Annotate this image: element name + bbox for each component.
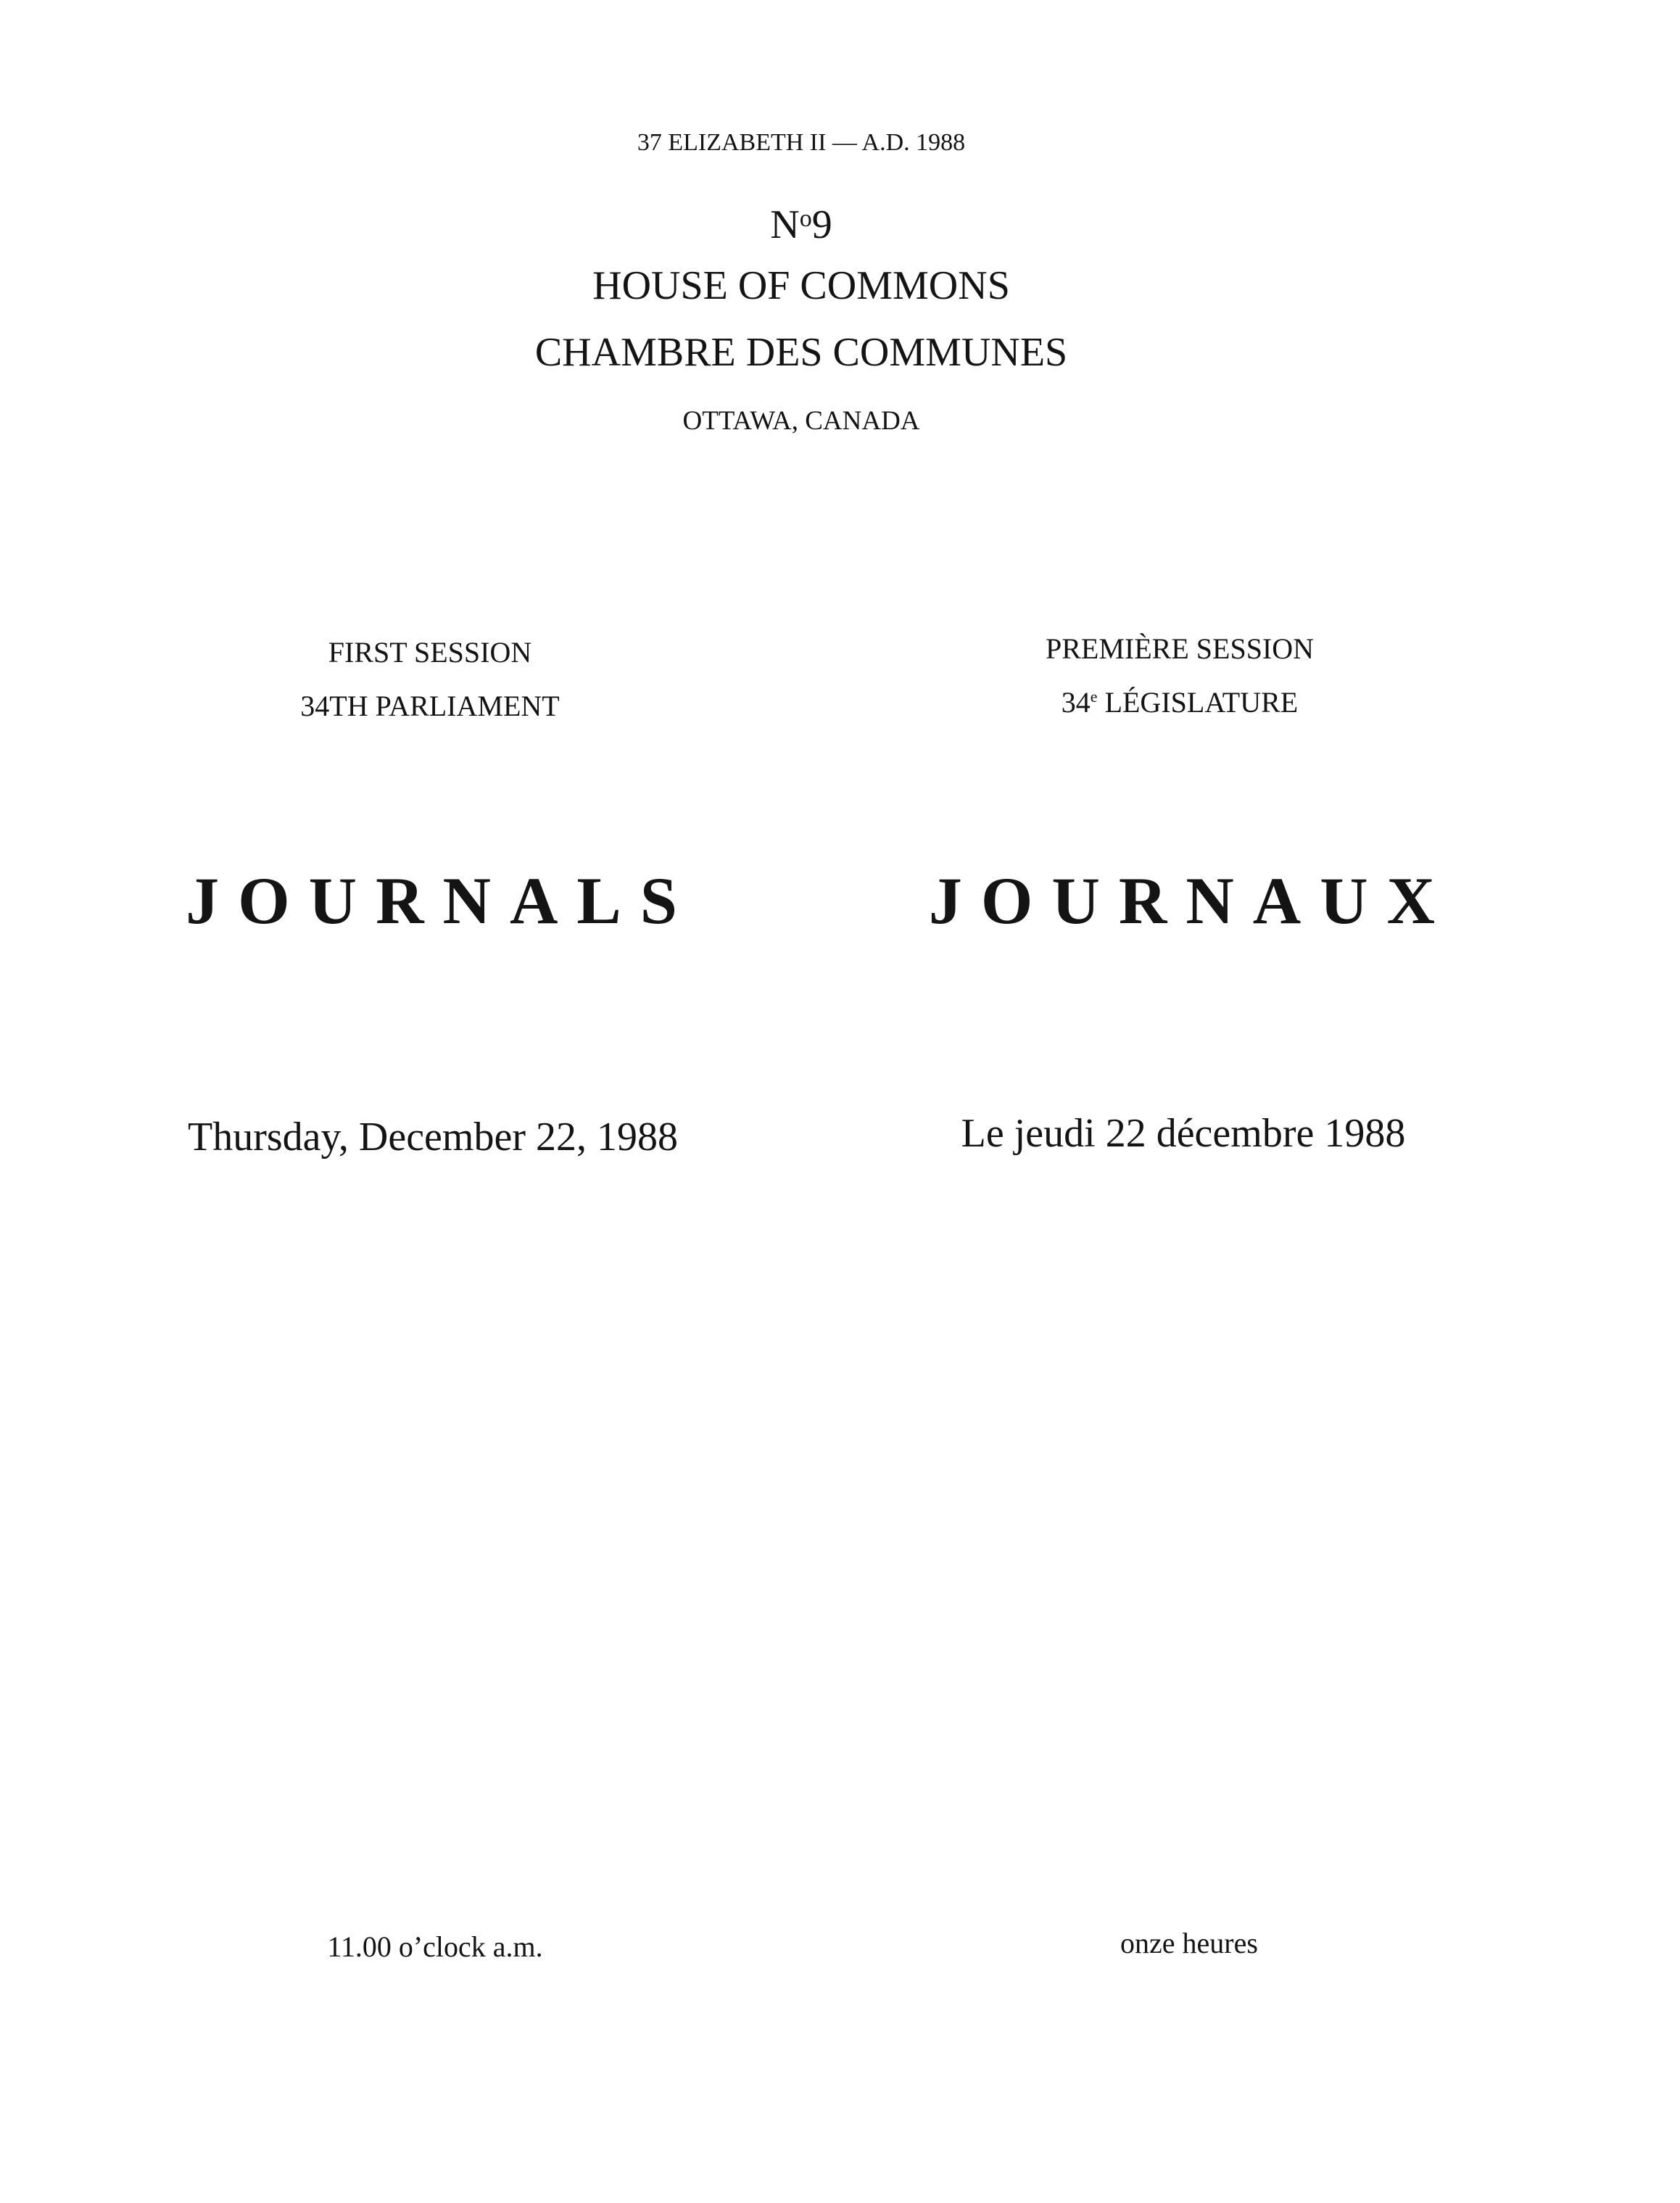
parliament-number: 34 xyxy=(1061,686,1091,719)
parliament-english: 34TH PARLIAMENT xyxy=(300,690,560,722)
title-english: JOURNALS xyxy=(186,864,696,938)
number-superscript: o xyxy=(799,205,812,232)
location: OTTAWA, CANADA xyxy=(682,406,920,436)
house-name-english: HOUSE OF COMMONS xyxy=(592,263,1010,308)
house-name-french: CHAMBRE DES COMMUNES xyxy=(534,330,1068,375)
time-english: 11.00 o’clock a.m. xyxy=(327,1930,543,1963)
time-french: onze heures xyxy=(1120,1927,1258,1959)
date-french: Le jeudi 22 décembre 1988 xyxy=(961,1111,1406,1156)
journal-number xyxy=(770,204,832,245)
regnal-year: 37 ELIZABETH II — A.D. 1988 xyxy=(637,129,966,156)
session-english: FIRST SESSION xyxy=(328,636,532,669)
parliament-french xyxy=(1062,688,1298,717)
parliament-superscript: e xyxy=(1090,687,1098,706)
title-french: JOURNAUX xyxy=(928,864,1455,938)
session-french: PREMIÈRE SESSION xyxy=(1045,632,1315,665)
number-prefix: N xyxy=(770,202,800,247)
date-english: Thursday, December 22, 1988 xyxy=(188,1115,678,1160)
number-value: 9 xyxy=(811,202,832,247)
parliament-word: LÉGISLATURE xyxy=(1104,686,1299,719)
